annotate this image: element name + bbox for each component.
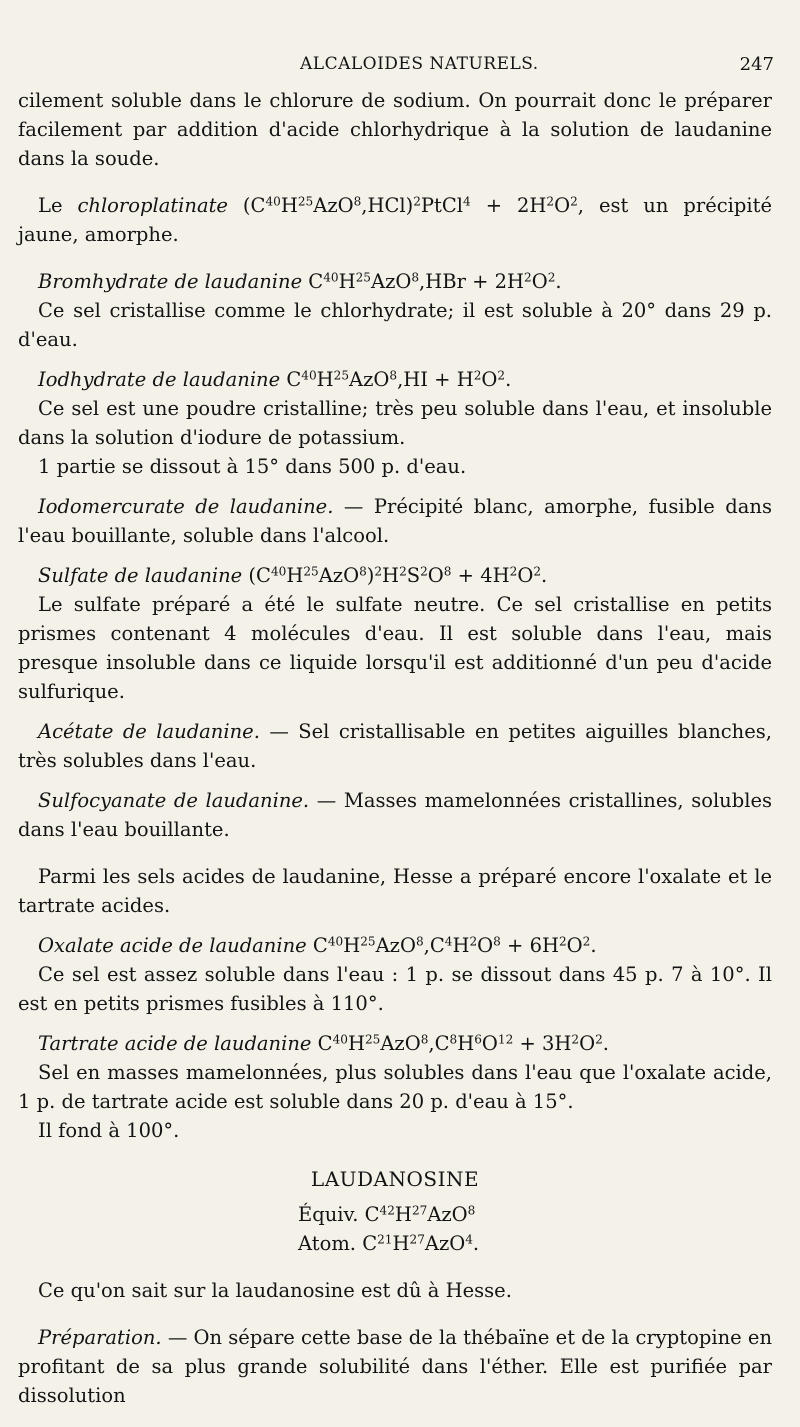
running-title: ALCALOIDES NATURELS. <box>300 54 539 74</box>
paragraph: Ce sel cristallise comme le chlorhydrate; il est soluble à 20° dans 29 p. d'eau. <box>18 299 772 351</box>
paragraph: Iodomercurate de laudanine. — Précipité blanc, amorphe, fusible dans l'eau bouillante, soluble dans l'alcool. <box>18 495 772 547</box>
salt-name: Bromhydrate de laudanine <box>38 270 303 293</box>
salt-name: Iodomercurate de laudanine. <box>38 495 334 518</box>
salt-name: Sulfate de laudanine <box>38 564 243 587</box>
paragraph: Bromhydrate de laudanine $C^{40}H^{25}AzO^8,HBr + 2H^2O^2$. <box>38 270 562 293</box>
paragraph: Préparation. — On sépare cette base de la thébaïne et de la cryptopine en profitant de sa plus grande solubilité dans l'éther. Elle est purifiée par dissolution <box>18 1326 772 1407</box>
paragraph: Parmi les sels acides de laudanine, Hesse a préparé encore l'oxalate et le tartrate acides. <box>18 865 772 917</box>
paragraph: Iodhydrate de laudanine $C^{40}H^{25}AzO^8,HI + H^2O^2$. <box>38 368 512 391</box>
atom-formula: Atom. $C^{21}H^{27}AzO^4$. <box>298 1232 480 1255</box>
paragraph: Ce sel est assez soluble dans l'eau : 1 p. se dissout dans 45 p. 7 à 10°. Il est en petits prismes fusibles à 110°. <box>18 963 772 1015</box>
salt-name: Sulfocyanate de laudanine. <box>38 789 310 812</box>
paragraph: Le sulfate préparé a été le sulfate neutre. Ce sel cristallise en petits prismes contenant 4 molécules d'eau. Il est soluble dans l'eau, mais presque insoluble dans ce liquide lorsqu'il est additionné d'un peu d'acide sulfurique. <box>18 593 772 703</box>
paragraph: Sulfate de laudanine $(C^{40}H^{25}AzO^8)^2H^2S^2O^8 + 4H^2O^2$. <box>38 564 548 587</box>
page-number: 247 <box>739 54 774 75</box>
paragraph: cilement soluble dans le chlorure de sodium. On pourrait donc le préparer facilement par addition d'acide chlorhydrique à la solution de laudanine dans la soude. <box>18 89 772 170</box>
paragraph: 1 partie se dissout à 15° dans 500 p. d'eau. <box>38 455 467 478</box>
paragraph: Il fond à 100°. <box>38 1119 180 1142</box>
salt-name: chloroplatinate <box>77 194 228 217</box>
paragraph: Le chloroplatinate $(C^{40}H^{25}AzO^8,HCl)^2PtCl^4 + 2H^2O^2$, est un précipité jaune, amorphe. <box>18 194 772 246</box>
equiv-formula: Équiv. $C^{42}H^{27}AzO^8$ <box>298 1203 476 1226</box>
paragraph: Acétate de laudanine. — Sel cristallisable en petites aiguilles blanches, très solubles dans l'eau. <box>18 720 772 772</box>
salt-name: Oxalate acide de laudanine <box>38 934 307 957</box>
paragraph: Ce sel est une poudre cristalline; très peu soluble dans l'eau, et insoluble dans la solution d'iodure de potassium. <box>18 397 772 449</box>
paragraph: Oxalate acide de laudanine $C^{40}H^{25}AzO^8,C^4H^2O^8 + 6H^2O^2$. <box>38 934 597 957</box>
paragraph: Sel en masses mamelonnées, plus solubles dans l'eau que l'oxalate acide, 1 p. de tartrate acide est soluble dans 20 p. d'eau à 15°. <box>18 1061 772 1113</box>
paragraph: Ce qu'on sait sur la laudanosine est dû à Hesse. <box>38 1279 512 1302</box>
paragraph: Tartrate acide de laudanine $C^{40}H^{25}AzO^8,C^8H^6O^{12} + 3H^2O^2$. <box>38 1032 609 1055</box>
section-label: Préparation. <box>38 1326 162 1349</box>
salt-name: Iodhydrate de laudanine <box>38 368 281 391</box>
page-body <box>18 86 772 1410</box>
salt-name: Acétate de laudanine. <box>38 720 260 743</box>
section-heading: LAUDANOSINE <box>310 1167 480 1191</box>
paragraph: Sulfocyanate de laudanine. — Masses mamelonnées cristallines, solubles dans l'eau bouillante. <box>18 789 773 841</box>
salt-name: Tartrate acide de laudanine <box>38 1032 312 1055</box>
running-header <box>0 52 800 82</box>
